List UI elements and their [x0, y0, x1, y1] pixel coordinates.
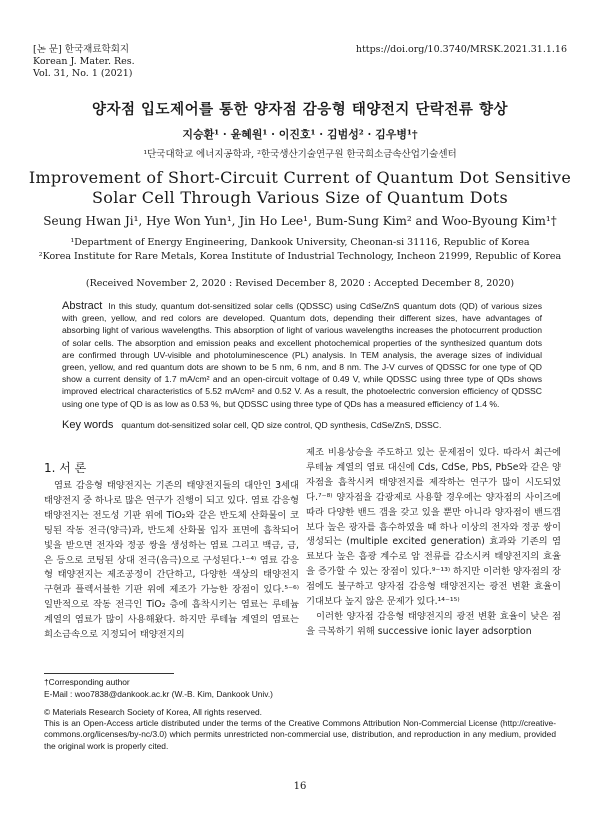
received-dates: (Received November 2, 2020 : Revised December 8, 2020 : Accepted December 8, 2020) — [85, 278, 515, 289]
body-column-right — [306, 446, 561, 640]
footnote-divider — [44, 673, 174, 674]
keywords-label: Key words — [62, 419, 114, 431]
journal-header — [33, 44, 135, 80]
authors-korean: 지승환¹ · 윤혜원¹ · 이진호¹ · 김범성² · 김우병¹† — [182, 128, 418, 141]
abstract-label: Abstract — [62, 300, 103, 312]
copyright-notice — [44, 707, 556, 752]
corresponding-author: †Corresponding author — [44, 677, 130, 687]
affiliations-korean: ¹단국대학교 에너지공학과, ²한국생산기술연구원 한국희소금속산업기술센터 — [143, 149, 457, 160]
author-email[interactable]: E-Mail : woo7838@dankook.ac.kr (W.-B. Kim, Dankook Univ.) — [44, 689, 273, 699]
journal-name-kr: [논 문] 한국재료학회지 — [33, 44, 130, 55]
journal-name-en: Korean J. Mater. Res. — [33, 56, 135, 67]
footnote — [44, 676, 273, 700]
body-paragraph: 염료 감응형 태양전지는 기존의 태양전지들의 대안인 3세대 태양전지 중 하나로 많은 연구가 진행이 되고 있다. 염료 감응형 태양전지는 전도성 기판 위에 TiO₂와 같은 반도체 산화물이 코팅된 작동 전극(양극)과, 반도체 산화물 입자 표면에 흡착되어 빛을 받으면 전자와 정공 쌍을 생성하는 염료 그리고 백금, 금, 은 등으로 코팅된 상대 전극(음극)으로 구성된다.¹⁻⁴⁾ 염료 감응형 태양전지는 제조공정이 간단하고, 다양한 색상의 태양전지 구현과 플렉서블한 기판 위에 제조가 가능한 장점이 있다.⁵⁻⁶⁾ 일반적으로 작동 전극인 TiO₂ 층에 흡착시키는 염료는 루테늄 계열의 염료가 많이 사용해왔다. 하지만 루테늄 계열의 염료는 희소금속으로 지정되어 태양전지의 — [44, 480, 299, 641]
body-paragraph: 이러한 양자점 감응형 태양전지의 광전 변환 효율이 낮은 점을 극복하기 위해 successive ionic layer adsorption — [306, 610, 561, 637]
copyright-line: © Materials Research Society of Korea, All rights reserved. — [44, 707, 262, 717]
title-english — [0, 168, 600, 208]
keywords — [62, 419, 542, 431]
affiliation-1: ¹Department of Energy Engineering, Dankook University, Cheonan-si 31116, Republic of Korea — [70, 237, 530, 248]
title-english-line-1: Improvement of Short-Circuit Current of Quantum Dot Sensitive — [28, 168, 572, 187]
keywords-text: quantum dot-sensitized solar cell, QD size control, QD synthesis, CdSe/ZnS, DSSC. — [121, 420, 442, 430]
journal-volume: Vol. 31, No. 1 (2021) — [33, 68, 133, 79]
title-korean: 양자점 입도제어를 통한 양자점 감응형 태양전지 단락전류 향상 — [91, 101, 509, 118]
body-paragraph: 제조 비용상승을 주도하고 있는 문제점이 있다. 따라서 최근에 루테늄 계열의 염료 대신에 Cds, CdSe, PbS, PbSe와 같은 양자점을 흡착시켜 태양전지를 제작하는 연구가 많이 시도되었다.⁷⁻⁸⁾ 양자점을 감광제로 사용할 경우에는 양자점의 사이즈에 따라 다양한 밴드 갭을 갖고 있을 뿐만 아니라 양자점이 밴드갭 보다 높은 광자를 흡수하였을 때 하나 이상의 전자와 정공 쌍이 생성되는 (multiple excited generation) 효과와 기존의 염료보다 높은 흡광 계수로 암 전류를 감소시켜 태양전지의 효율을 증가할 수 있는 장점이 있다.⁹⁻¹³⁾ 하지만 이러한 양자점의 장점에도 불구하고 양자점 감응형 태양전지는 광전 변환 효율이 기대보다 높지 않은 문제가 있다.¹⁴⁻¹⁵⁾ — [306, 447, 561, 608]
doi-link[interactable]: https://doi.org/10.3740/MRSK.2021.31.1.16 — [355, 44, 567, 55]
affiliation-2: ²Korea Institute for Rare Metals, Korea Institute of Industrial Technology, Incheon 21999, Republic of Korea — [38, 251, 562, 262]
affiliations-english — [0, 236, 600, 264]
page-number: 16 — [293, 781, 307, 792]
title-english-line-2: Solar Cell Through Various Size of Quantum Dots — [92, 188, 508, 207]
authors-english: Seung Hwan Ji¹, Hye Won Yun¹, Jin Ho Lee¹, Bum-Sung Kim² and Woo-Byoung Kim¹† — [43, 214, 557, 228]
section-heading-introduction: 1. 서 론 — [44, 461, 87, 475]
license-text: This is an Open-Access article distributed under the terms of the Creative Commons Attribution Non-Commercial License (http://creative-commons.org/licenses/by-nc/3.0) which permits unrestricted non-commercial use, distribution, and reproduction in any medium, provided the original work is properly cited. — [44, 718, 556, 751]
abstract-text: In this study, quantum dot-sensitized solar cells (QDSSC) using CdSe/ZnS quantum dots (QD) of various sizes with green, yellow, and red colors are developed. Quantum dots, depending their different sizes, have advantages of absorbing light of various wavelengths. This absorption of light of various wavelengths increases the photocurrent production of solar cells. The absorption and emission peaks and excellent photochemical properties of the synthesized quantum dots are confirmed through UV-visible and photoluminescence (PL) analysis. In TEM analysis, the average sizes of individual green, yellow, and red quantum dots are shown to be 5 nm, 6 nm, and 8 nm. The J-V curves of QDSSC for one type of QD show a current density of 1.7 mA/cm² and an open-circuit voltage of 0.49 V, while QDSSC using three type of QDs shows improved electrical characteristics of 5.52 mA/cm² and 0.52 V. As a result, the photoelectric conversion efficiency of QDSSC using one type of QD is as low as 0.53 %, but QDSSC using three type of QDs has a measured efficiency of 1.4 %. — [62, 301, 542, 409]
body-column-left — [44, 479, 299, 643]
abstract — [62, 300, 542, 410]
